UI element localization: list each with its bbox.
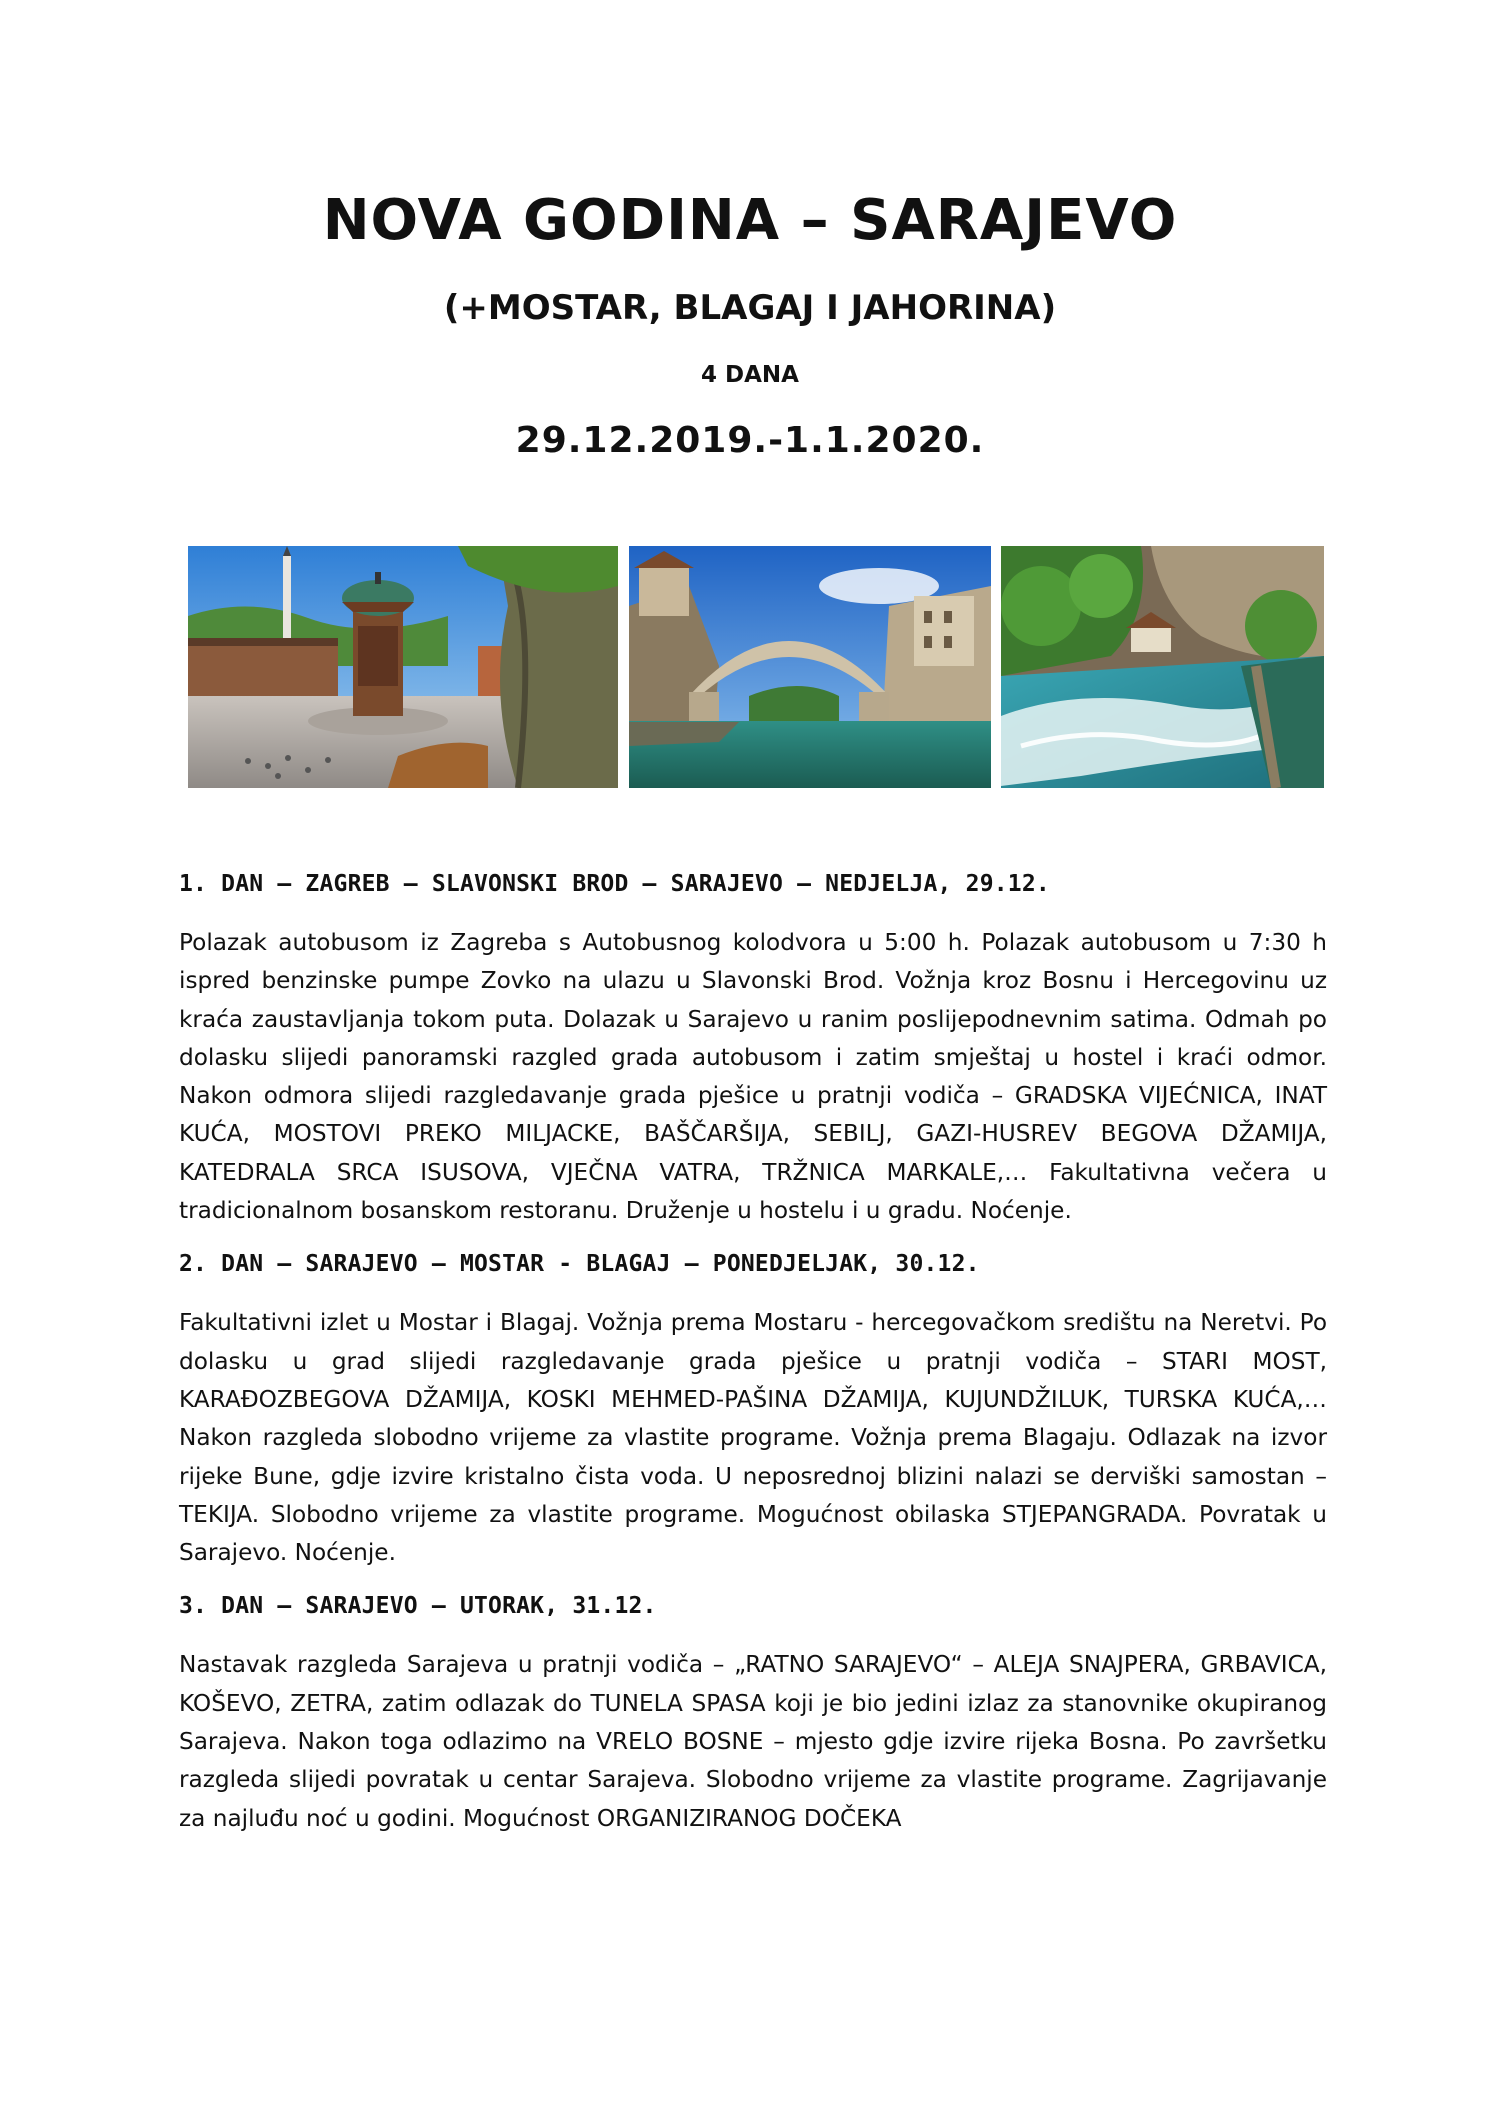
- page-subtitle: (+MOSTAR, BLAGAJ I JAHORINA): [443, 288, 1057, 328]
- sarajevo-sebilj-photo: [188, 546, 618, 788]
- day-description: Nastavak razgleda Sarajeva u pratnji vodiča – „RATNO SARAJEVO“ – ALEJA SNAJPERA, GRBAVICA, KOŠEVO, ZETRA, zatim odlazak do TUNELA SPASA koji je bio jedini izlaz za stanovnike okupiranog Sarajeva. Nakon toga odlazimo na VRELO BOSNE – mjesto gdje izvire rijeka Bosna. Po završetku razgleda slijedi povratak u centar Sarajeva. Slobodno vrijeme za vlastite programe. Zagrijavanje za najluđu noć u godini. Mogućnost ORGANIZIRANOG DOČEKA: [179, 1651, 1327, 1832]
- page-title: NOVA GODINA – SARAJEVO: [322, 188, 1178, 253]
- day-section: [179, 1590, 1327, 1837]
- day-section: [179, 868, 1327, 1230]
- blagaj-river-buna-photo: [1001, 546, 1324, 788]
- day-heading: 3. DAN – SARAJEVO – UTORAK, 31.12.: [179, 1593, 657, 1620]
- day-heading: 1. DAN – ZAGREB – SLAVONSKI BROD – SARAJEVO – NEDJELJA, 29.12.: [179, 871, 1050, 897]
- trip-duration: 4 DANA: [701, 362, 799, 388]
- itinerary: [179, 868, 1327, 1856]
- mostar-old-bridge-photo: [629, 546, 991, 788]
- trip-dates: 29.12.2019.-1.1.2020.: [515, 420, 985, 461]
- day-description: Fakultativni izlet u Mostar i Blagaj. Vožnja prema Mostaru - hercegovačkom središtu na Neretvi. Po dolasku u grad slijedi razgledavanje grada pješice u pratnji vodiča – STARI MOST, KARAĐOZBEGOVA DŽAMIJA, KOSKI MEHMED-PAŠINA DŽAMIJA, KUJUNDŽILUK, TURSKA KUĆA,… Nakon razgleda slobodno vrijeme za vlastite programe. Vožnja prema Blagaju. Odlazak na izvor rijeke Bune, gdje izvire kristalno čista voda. U neposrednoj blizini nalazi se derviški samostan – TEKIJA. Slobodno vrijeme za vlastite programe. Mogućnost obilaska STJEPANGRADA. Povratak u Sarajevo. Noćenje.: [179, 1309, 1327, 1567]
- day-description: Polazak autobusom iz Zagreba s Autobusnog kolodvora u 5:00 h. Polazak autobusom u 7:30 h ispred benzinske pumpe Zovko na ulazu u Slavonski Brod. Vožnja kroz Bosnu i Hercegovinu uz kraća zaustavljanja tokom puta. Dolazak u Sarajevo u ranim poslijepodnevnim satima. Odmah po dolasku slijedi panoramski razgled grada autobusom i zatim smještaj u hostel i kraći odmor. Nakon odmora slijedi razgledavanje grada pješice u pratnji vodiča – GRADSKA VIJEĆNICA, INAT KUĆA, MOSTOVI PREKO MILJACKE, BAŠČARŠIJA, SEBILJ, GAZI-HUSREV BEGOVA DŽAMIJA, KATEDRALA SRCA ISUSOVA, VJEČNA VATRA, TRŽNICA MARKALE,… Fakultativna večera u tradicionalnom bosanskom restoranu. Druženje u hostelu i u gradu. Noćenje.: [179, 929, 1327, 1225]
- day-section: [179, 1248, 1327, 1572]
- day-heading: 2. DAN – SARAJEVO – MOSTAR - BLAGAJ – PONEDJELJAK, 30.12.: [179, 1251, 980, 1278]
